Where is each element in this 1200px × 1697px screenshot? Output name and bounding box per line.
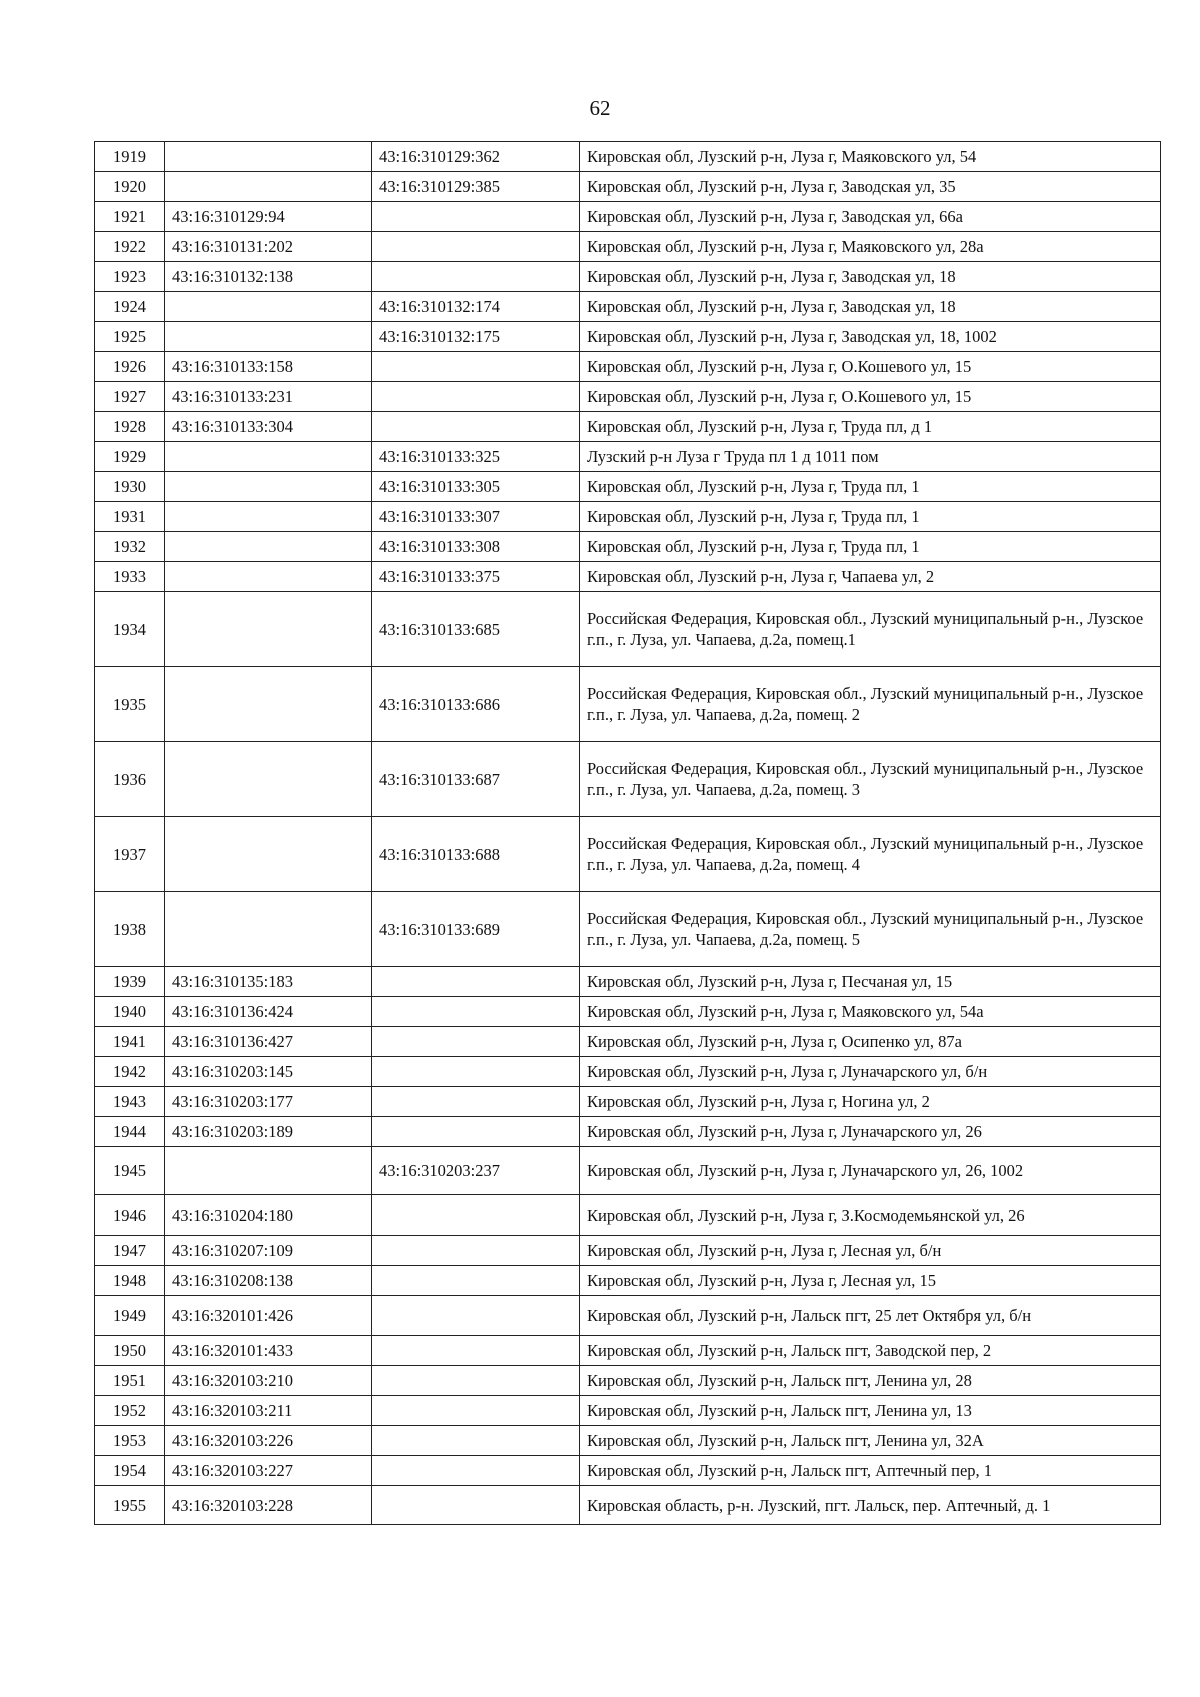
cadastral-number-cell (165, 172, 372, 202)
row-number-cell: 1942 (95, 1057, 165, 1087)
table-row (95, 1336, 1161, 1366)
table-row (95, 1195, 1161, 1236)
cadastral-number-cell: 43:16:310208:138 (165, 1266, 372, 1296)
address-cell: Российская Федерация, Кировская обл., Лузский муниципальный р-н., Лузское г.п., г. Луза, ул. Чапаева, д.2а, помещ. 2 (580, 667, 1161, 742)
cadastral-number-cell (165, 592, 372, 667)
cadastral-number-cell (165, 892, 372, 967)
cadastral-number-cell: 43:16:310203:177 (165, 1087, 372, 1117)
address-cell: Кировская обл, Лузский р-н, Лальск пгт, Аптечный пер, 1 (580, 1456, 1161, 1486)
cadastral-number-cell: 43:16:310203:145 (165, 1057, 372, 1087)
property-registry-table (94, 141, 1161, 1525)
cadastral-number-secondary-cell (372, 1087, 580, 1117)
row-number-cell: 1948 (95, 1266, 165, 1296)
address-cell: Кировская обл, Лузский р-н, Луза г, Труда пл, д 1 (580, 412, 1161, 442)
address-cell: Российская Федерация, Кировская обл., Лузский муниципальный р-н., Лузское г.п., г. Луза, ул. Чапаева, д.2а, помещ.1 (580, 592, 1161, 667)
table-row (95, 1366, 1161, 1396)
row-number-cell: 1924 (95, 292, 165, 322)
cadastral-number-secondary-cell (372, 202, 580, 232)
address-cell: Кировская обл, Лузский р-н, Луза г, Маяковского ул, 28а (580, 232, 1161, 262)
address-cell: Кировская область, р-н. Лузский, пгт. Лальск, пер. Аптечный, д. 1 (580, 1486, 1161, 1525)
address-cell: Кировская обл, Лузский р-н, Луза г, Заводская ул, 18 (580, 262, 1161, 292)
cadastral-number-secondary-cell (372, 1057, 580, 1087)
address-cell: Российская Федерация, Кировская обл., Лузский муниципальный р-н., Лузское г.п., г. Луза, ул. Чапаева, д.2а, помещ. 3 (580, 742, 1161, 817)
row-number-cell: 1925 (95, 322, 165, 352)
address-cell: Кировская обл, Лузский р-н, Лальск пгт, Ленина ул, 32А (580, 1426, 1161, 1456)
table-row (95, 142, 1161, 172)
cadastral-number-secondary-cell (372, 382, 580, 412)
address-cell: Кировская обл, Лузский р-н, Луза г, Заводская ул, 18, 1002 (580, 322, 1161, 352)
cadastral-number-secondary-cell: 43:16:310133:308 (372, 532, 580, 562)
row-number-cell: 1930 (95, 472, 165, 502)
table-row (95, 262, 1161, 292)
cadastral-number-secondary-cell: 43:16:310133:686 (372, 667, 580, 742)
row-number-cell: 1932 (95, 532, 165, 562)
cadastral-number-cell: 43:16:320101:433 (165, 1336, 372, 1366)
address-cell: Кировская обл, Лузский р-н, Лальск пгт, Ленина ул, 28 (580, 1366, 1161, 1396)
row-number-cell: 1954 (95, 1456, 165, 1486)
row-number-cell: 1919 (95, 142, 165, 172)
row-number-cell: 1941 (95, 1027, 165, 1057)
row-number-cell: 1938 (95, 892, 165, 967)
row-number-cell: 1939 (95, 967, 165, 997)
address-cell: Кировская обл, Лузский р-н, Луза г, Маяковского ул, 54а (580, 997, 1161, 1027)
cadastral-number-cell (165, 742, 372, 817)
address-cell: Кировская обл, Лузский р-н, Луза г, Труда пл, 1 (580, 532, 1161, 562)
cadastral-number-cell (165, 442, 372, 472)
cadastral-number-cell: 43:16:310136:424 (165, 997, 372, 1027)
address-cell: Кировская обл, Лузский р-н, Луза г, Лесная ул, 15 (580, 1266, 1161, 1296)
table-row (95, 322, 1161, 352)
table-row (95, 1027, 1161, 1057)
row-number-cell: 1937 (95, 817, 165, 892)
row-number-cell: 1923 (95, 262, 165, 292)
row-number-cell: 1921 (95, 202, 165, 232)
table-row (95, 1266, 1161, 1296)
address-cell: Кировская обл, Лузский р-н, Луза г, Осипенко ул, 87а (580, 1027, 1161, 1057)
table-row (95, 592, 1161, 667)
cadastral-number-secondary-cell: 43:16:310133:375 (372, 562, 580, 592)
table-row (95, 997, 1161, 1027)
cadastral-number-secondary-cell (372, 1195, 580, 1236)
cadastral-number-secondary-cell (372, 997, 580, 1027)
address-cell: Кировская обл, Лузский р-н, Луза г, Песчаная ул, 15 (580, 967, 1161, 997)
cadastral-number-cell: 43:16:310204:180 (165, 1195, 372, 1236)
address-cell: Кировская обл, Лузский р-н, Луза г, Луначарского ул, 26 (580, 1117, 1161, 1147)
cadastral-number-secondary-cell (372, 1236, 580, 1266)
address-cell: Кировская обл, Лузский р-н, Луза г, Лесная ул, б/н (580, 1236, 1161, 1266)
row-number-cell: 1949 (95, 1296, 165, 1336)
row-number-cell: 1940 (95, 997, 165, 1027)
cadastral-number-cell (165, 817, 372, 892)
table-row (95, 532, 1161, 562)
table-row (95, 967, 1161, 997)
cadastral-number-secondary-cell (372, 1266, 580, 1296)
cadastral-number-secondary-cell: 43:16:310133:325 (372, 442, 580, 472)
cadastral-number-cell: 43:16:320103:227 (165, 1456, 372, 1486)
cadastral-number-secondary-cell: 43:16:310129:362 (372, 142, 580, 172)
cadastral-number-secondary-cell: 43:16:310132:175 (372, 322, 580, 352)
cadastral-number-cell (165, 667, 372, 742)
row-number-cell: 1951 (95, 1366, 165, 1396)
address-cell: Кировская обл, Лузский р-н, Луза г, Заводская ул, 18 (580, 292, 1161, 322)
address-cell: Кировская обл, Лузский р-н, Лальск пгт, Ленина ул, 13 (580, 1396, 1161, 1426)
cadastral-number-secondary-cell (372, 1027, 580, 1057)
address-cell: Кировская обл, Лузский р-н, Луза г, О.Кошевого ул, 15 (580, 382, 1161, 412)
cadastral-number-secondary-cell: 43:16:310133:689 (372, 892, 580, 967)
cadastral-number-cell: 43:16:320101:426 (165, 1296, 372, 1336)
cadastral-number-cell: 43:16:310131:202 (165, 232, 372, 262)
address-cell: Кировская обл, Лузский р-н, Луза г, О.Кошевого ул, 15 (580, 352, 1161, 382)
row-number-cell: 1920 (95, 172, 165, 202)
cadastral-number-secondary-cell: 43:16:310203:237 (372, 1147, 580, 1195)
address-cell: Кировская обл, Лузский р-н, Луза г, Маяковского ул, 54 (580, 142, 1161, 172)
table-row (95, 742, 1161, 817)
cadastral-number-secondary-cell (372, 412, 580, 442)
cadastral-number-cell: 43:16:320103:226 (165, 1426, 372, 1456)
cadastral-number-cell: 43:16:310203:189 (165, 1117, 372, 1147)
address-cell: Кировская обл, Лузский р-н, Луза г, Заводская ул, 66а (580, 202, 1161, 232)
cadastral-number-cell: 43:16:310207:109 (165, 1236, 372, 1266)
cadastral-number-cell (165, 1147, 372, 1195)
table-row (95, 202, 1161, 232)
row-number-cell: 1922 (95, 232, 165, 262)
table-row (95, 1296, 1161, 1336)
table-row (95, 1486, 1161, 1525)
table-body (95, 142, 1161, 1525)
cadastral-number-secondary-cell: 43:16:310132:174 (372, 292, 580, 322)
cadastral-number-cell (165, 322, 372, 352)
row-number-cell: 1936 (95, 742, 165, 817)
cadastral-number-cell: 43:16:320103:228 (165, 1486, 372, 1525)
cadastral-number-secondary-cell: 43:16:310133:685 (372, 592, 580, 667)
table-row (95, 1057, 1161, 1087)
address-cell: Кировская обл, Лузский р-н, Луза г, З.Космодемьянской ул, 26 (580, 1195, 1161, 1236)
table-row (95, 232, 1161, 262)
row-number-cell: 1935 (95, 667, 165, 742)
address-cell: Лузский р-н Луза г Труда пл 1 д 1011 пом (580, 442, 1161, 472)
cadastral-number-cell (165, 562, 372, 592)
address-cell: Кировская обл, Лузский р-н, Луза г, Чапаева ул, 2 (580, 562, 1161, 592)
address-cell: Кировская обл, Лузский р-н, Лальск пгт, 25 лет Октября ул, б/н (580, 1296, 1161, 1336)
address-cell: Кировская обл, Лузский р-н, Луза г, Труда пл, 1 (580, 472, 1161, 502)
table-row (95, 442, 1161, 472)
cadastral-number-cell: 43:16:320103:211 (165, 1396, 372, 1426)
page-number: 62 (589, 96, 611, 120)
cadastral-number-secondary-cell (372, 352, 580, 382)
cadastral-number-cell: 43:16:310132:138 (165, 262, 372, 292)
address-cell: Российская Федерация, Кировская обл., Лузский муниципальный р-н., Лузское г.п., г. Луза, ул. Чапаева, д.2а, помещ. 4 (580, 817, 1161, 892)
table-row (95, 1147, 1161, 1195)
table-row (95, 502, 1161, 532)
cadastral-number-secondary-cell: 43:16:310133:305 (372, 472, 580, 502)
row-number-cell: 1946 (95, 1195, 165, 1236)
cadastral-number-secondary-cell: 43:16:310133:687 (372, 742, 580, 817)
row-number-cell: 1927 (95, 382, 165, 412)
cadastral-number-cell (165, 472, 372, 502)
table-row (95, 1396, 1161, 1426)
cadastral-number-secondary-cell (372, 232, 580, 262)
row-number-cell: 1952 (95, 1396, 165, 1426)
cadastral-number-cell: 43:16:310133:158 (165, 352, 372, 382)
row-number-cell: 1943 (95, 1087, 165, 1117)
cadastral-number-secondary-cell (372, 262, 580, 292)
table-row (95, 382, 1161, 412)
cadastral-number-cell: 43:16:320103:210 (165, 1366, 372, 1396)
row-number-cell: 1933 (95, 562, 165, 592)
address-cell: Кировская обл, Лузский р-н, Луза г, Луначарского ул, 26, 1002 (580, 1147, 1161, 1195)
table-row (95, 892, 1161, 967)
row-number-cell: 1945 (95, 1147, 165, 1195)
row-number-cell: 1931 (95, 502, 165, 532)
table-row (95, 1236, 1161, 1266)
row-number-cell: 1947 (95, 1236, 165, 1266)
table-row (95, 172, 1161, 202)
table-row (95, 1087, 1161, 1117)
cadastral-number-secondary-cell (372, 1456, 580, 1486)
cadastral-number-cell (165, 292, 372, 322)
cadastral-number-cell: 43:16:310136:427 (165, 1027, 372, 1057)
table-row (95, 1456, 1161, 1486)
cadastral-number-secondary-cell (372, 1296, 580, 1336)
cadastral-number-secondary-cell (372, 1336, 580, 1366)
table-row (95, 1117, 1161, 1147)
row-number-cell: 1953 (95, 1426, 165, 1456)
cadastral-number-secondary-cell (372, 1486, 580, 1525)
table-row (95, 412, 1161, 442)
cadastral-number-cell: 43:16:310135:183 (165, 967, 372, 997)
address-cell: Кировская обл, Лузский р-н, Луза г, Луначарского ул, б/н (580, 1057, 1161, 1087)
cadastral-number-secondary-cell: 43:16:310133:688 (372, 817, 580, 892)
cadastral-number-secondary-cell (372, 1117, 580, 1147)
row-number-cell: 1928 (95, 412, 165, 442)
address-cell: Российская Федерация, Кировская обл., Лузский муниципальный р-н., Лузское г.п., г. Луза, ул. Чапаева, д.2а, помещ. 5 (580, 892, 1161, 967)
cadastral-number-secondary-cell (372, 1396, 580, 1426)
row-number-cell: 1934 (95, 592, 165, 667)
table-row (95, 562, 1161, 592)
cadastral-number-cell: 43:16:310133:231 (165, 382, 372, 412)
address-cell: Кировская обл, Лузский р-н, Луза г, Труда пл, 1 (580, 502, 1161, 532)
row-number-cell: 1929 (95, 442, 165, 472)
row-number-cell: 1955 (95, 1486, 165, 1525)
cadastral-number-cell (165, 142, 372, 172)
address-cell: Кировская обл, Лузский р-н, Лальск пгт, Заводской пер, 2 (580, 1336, 1161, 1366)
address-cell: Кировская обл, Лузский р-н, Луза г, Ногина ул, 2 (580, 1087, 1161, 1117)
cadastral-number-cell: 43:16:310129:94 (165, 202, 372, 232)
cadastral-number-cell: 43:16:310133:304 (165, 412, 372, 442)
row-number-cell: 1950 (95, 1336, 165, 1366)
cadastral-number-secondary-cell (372, 967, 580, 997)
table-row (95, 817, 1161, 892)
table-row (95, 292, 1161, 322)
row-number-cell: 1926 (95, 352, 165, 382)
cadastral-number-cell (165, 502, 372, 532)
table-row (95, 667, 1161, 742)
cadastral-number-secondary-cell (372, 1426, 580, 1456)
row-number-cell: 1944 (95, 1117, 165, 1147)
table-row (95, 1426, 1161, 1456)
cadastral-number-cell (165, 532, 372, 562)
cadastral-number-secondary-cell: 43:16:310129:385 (372, 172, 580, 202)
cadastral-number-secondary-cell: 43:16:310133:307 (372, 502, 580, 532)
table-row (95, 472, 1161, 502)
cadastral-number-secondary-cell (372, 1366, 580, 1396)
table-row (95, 352, 1161, 382)
address-cell: Кировская обл, Лузский р-н, Луза г, Заводская ул, 35 (580, 172, 1161, 202)
